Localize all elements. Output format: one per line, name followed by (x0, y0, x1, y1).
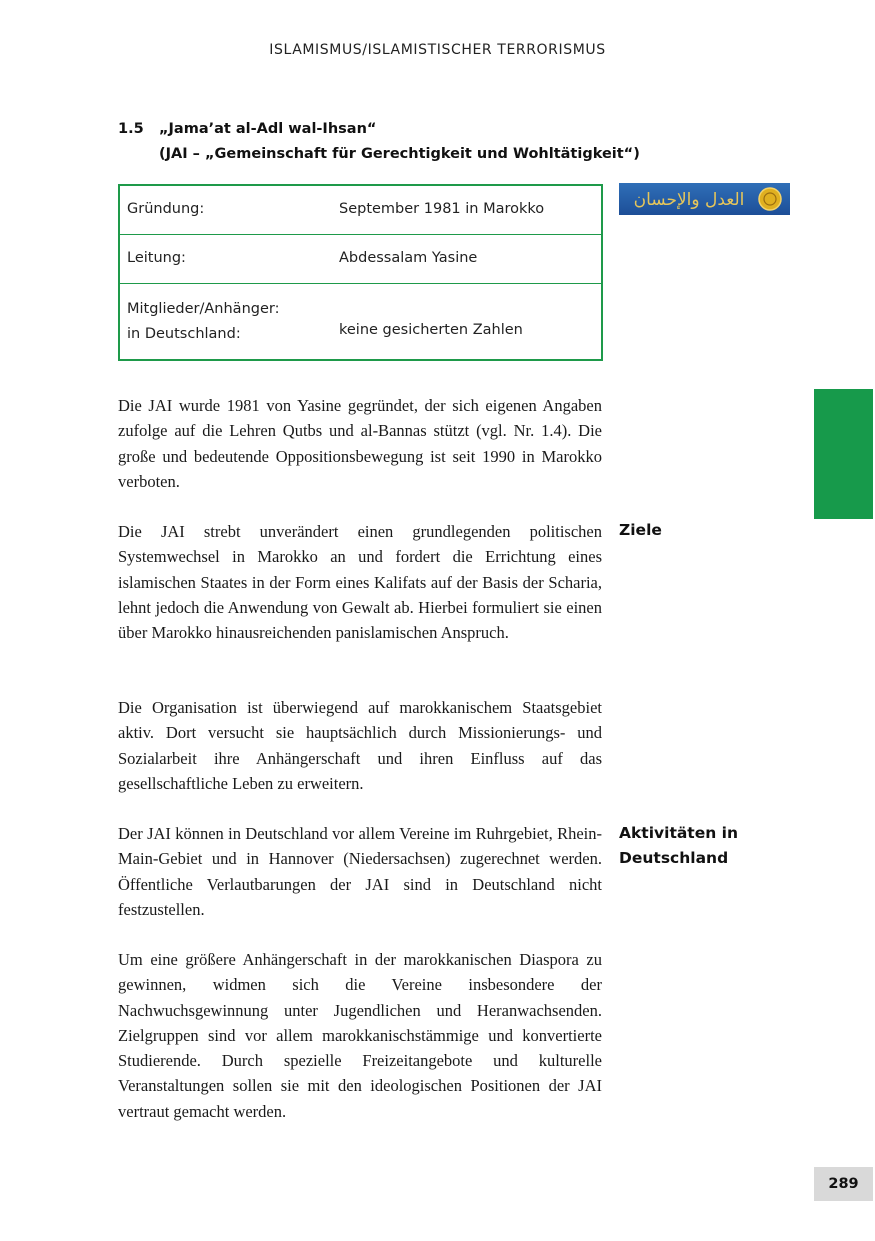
logo-arabic-text: العدل والإحسان (633, 190, 745, 210)
margin-label-activities: Aktivitäten in Deutschland (619, 824, 739, 867)
fact-label: Gründung: (127, 201, 205, 217)
fact-value: keine gesicherten Zahlen (339, 322, 523, 338)
fact-box (118, 184, 603, 361)
fact-label: Leitung: (127, 250, 186, 266)
fact-label-line1: Mitglieder/Anhänger: (127, 301, 280, 317)
body-paragraph: Die Organisation ist überwiegend auf marokkanischem Staatsgebiet aktiv. Dort versucht sie hauptsächlich durch Missionierungs- und Sozialarbeit ihre Anhängerschaft und ihren Einfluss auf das gesellschaftliche Leben zu erweitern. (118, 698, 602, 793)
fact-label (127, 297, 279, 347)
fact-value: Abdessalam Yasine (339, 250, 478, 266)
fact-row-founding (120, 186, 601, 235)
fact-value: September 1981 in Marokko (339, 201, 545, 217)
body-paragraph: Die JAI strebt unverändert einen grundlegenden politischen Systemwechsel in Marokko an und fordert die Errichtung eines islamischen Staates in der Form eines Kalifats auf der Basis der Scharia, lehnt jedoch die Anwendung von Gewalt ab. Hierbei formuliert sie einen über Marokko hinausreichenden panislamischen Anspruch. (118, 522, 602, 643)
page-number: 289 (814, 1167, 873, 1201)
section-number: 1.5 (118, 121, 144, 137)
chapter-tab (814, 389, 873, 519)
fact-row-leadership (120, 235, 601, 284)
fact-label-line2: in Deutschland: (127, 326, 241, 342)
logo-graphic (619, 183, 790, 215)
section-heading (118, 117, 640, 167)
section-title-line1: „Jama’at al-Adl wal-Ihsan“ (159, 121, 377, 137)
body-paragraph: Die JAI wurde 1981 von Yasine gegründet, der sich eigenen Angaben zufolge auf die Lehren Qutbs und al-Bannas stützt (vgl. Nr. 1.4). Die große und bedeutende Oppositionsbewegung ist seit 1990 in Marokko verboten. (118, 396, 602, 491)
section-title-line2: (JAI – „Gemeinschaft für Gerechtigkeit und Wohltätigkeit“) (159, 146, 640, 162)
body-paragraph: Der JAI können in Deutschland vor allem Vereine im Ruhrgebiet, Rhein-Main-Gebiet und in Hannover (Niedersachsen) zugerechnet werden. Öffentliche Verlautbarungen der JAI sind in Deutschland nicht festzustellen. (118, 824, 602, 919)
organization-logo (619, 183, 790, 215)
running-header: ISLAMISMUS/ISLAMISTISCHER TERRORISMUS (269, 42, 606, 58)
fact-row-members (120, 284, 601, 359)
margin-label-goals: Ziele (619, 521, 662, 539)
logo-emblem (759, 188, 781, 210)
body-paragraph: Um eine größere Anhängerschaft in der marokkanischen Diaspora zu gewinnen, widmen sich die Vereine insbesondere der Nachwuchsgewinnung unter Jugendlichen und Heranwachsenden. Zielgruppen sind vor allem marokkanischstämmige und konvertierte Studierende. Durch spezielle Freizeitangebote und kulturelle Veranstaltungen sollen sie mit den ideologischen Positionen der JAI vertraut gemacht werden. (118, 950, 602, 1121)
